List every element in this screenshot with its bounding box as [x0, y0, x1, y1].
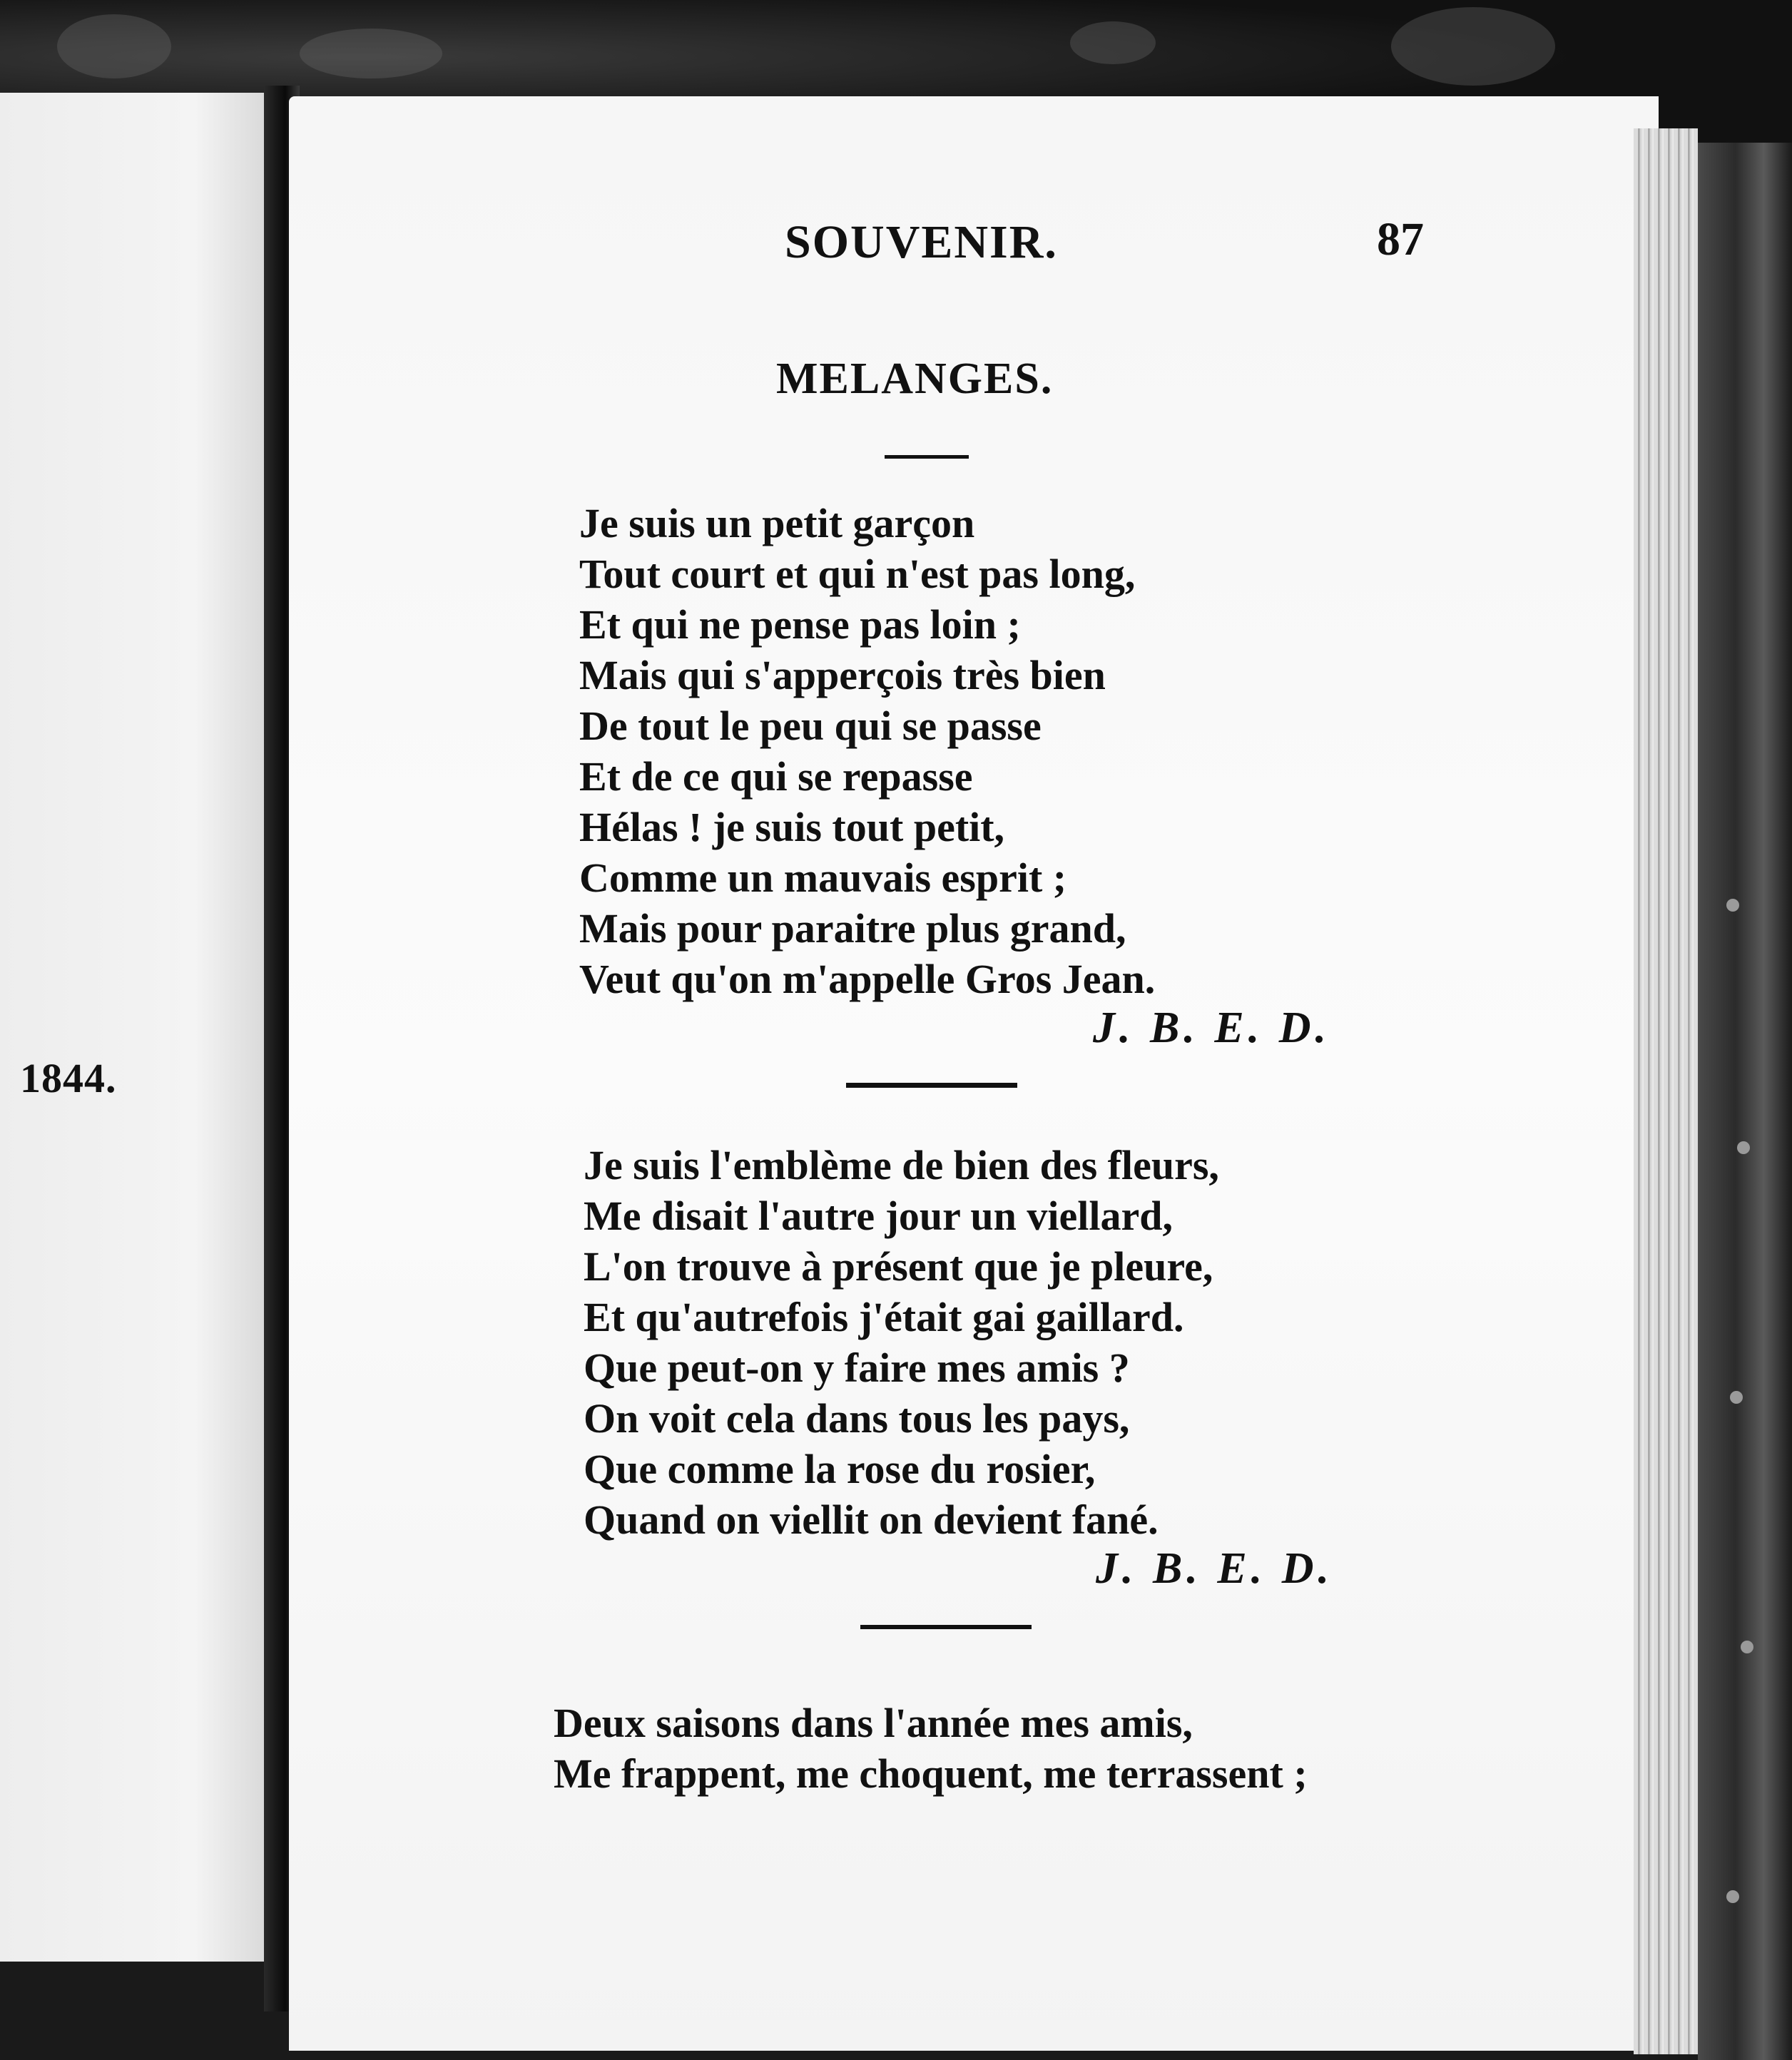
poem-line: Me frappent, me choquent, me terrassent ; [554, 1750, 1308, 1797]
poem-line: Deux saisons dans l'année mes amis, [554, 1700, 1193, 1746]
poem-line: Et de ce qui se repasse [579, 753, 973, 800]
running-header: SOUVENIR. [785, 216, 1058, 268]
poem-line: Mais pour paraitre plus grand, [579, 905, 1126, 952]
left-page-year: 1844. [20, 1055, 117, 1101]
poem-line: Me disait l'autre jour un viellard, [584, 1193, 1173, 1239]
background-blob [1070, 21, 1156, 64]
poem-line: Veut qu'on m'appelle Gros Jean. [579, 956, 1156, 1002]
poem-2 [584, 1140, 1219, 1545]
poem-line: Et qui ne pense pas loin ; [579, 601, 1021, 648]
poem-signature: J. B. E. D. [1093, 1004, 1330, 1052]
poem-line: On voit cela dans tous les pays, [584, 1395, 1130, 1442]
poem-divider [846, 1083, 1017, 1088]
book-cover-edge [1698, 143, 1792, 2060]
poem-line: Quand on viellit on devient fané. [584, 1496, 1159, 1543]
background-blob [1391, 7, 1555, 86]
page-number: 87 [1377, 213, 1424, 265]
section-title: MELANGES. [776, 355, 1054, 403]
poem-signature: J. B. E. D. [1096, 1544, 1333, 1593]
poem-line: Je suis l'emblème de bien des fleurs, [584, 1142, 1219, 1188]
poem-divider [860, 1625, 1032, 1629]
poem-line: Je suis un petit garçon [579, 500, 975, 546]
poem-line: L'on trouve à présent que je pleure, [584, 1243, 1213, 1290]
facing-page-left [0, 93, 278, 1962]
background-blob [57, 14, 171, 78]
section-rule [885, 455, 969, 459]
poem-1 [579, 498, 1155, 1004]
poem-line: Mais qui s'apperçois très bien [579, 652, 1106, 698]
cover-dot [1737, 1141, 1750, 1154]
poem-line: Tout court et qui n'est pas long, [579, 551, 1136, 597]
cover-dot [1726, 899, 1739, 912]
poem-line: Que comme la rose du rosier, [584, 1446, 1096, 1492]
poem-line: Hélas ! je suis tout petit, [579, 804, 1005, 850]
poem-3 [554, 1698, 1308, 1799]
poem-line: Que peut-on y faire mes amis ? [584, 1345, 1130, 1391]
background-blob [300, 29, 442, 78]
poem-line: Comme un mauvais esprit ; [579, 855, 1067, 901]
page-edges [1634, 128, 1698, 2054]
cover-dot [1730, 1391, 1743, 1404]
poem-line: Et qu'autrefois j'était gai gaillard. [584, 1294, 1184, 1340]
cover-dot [1726, 1890, 1739, 1903]
poem-line: De tout le peu qui se passe [579, 703, 1042, 749]
cover-dot [1741, 1641, 1753, 1653]
